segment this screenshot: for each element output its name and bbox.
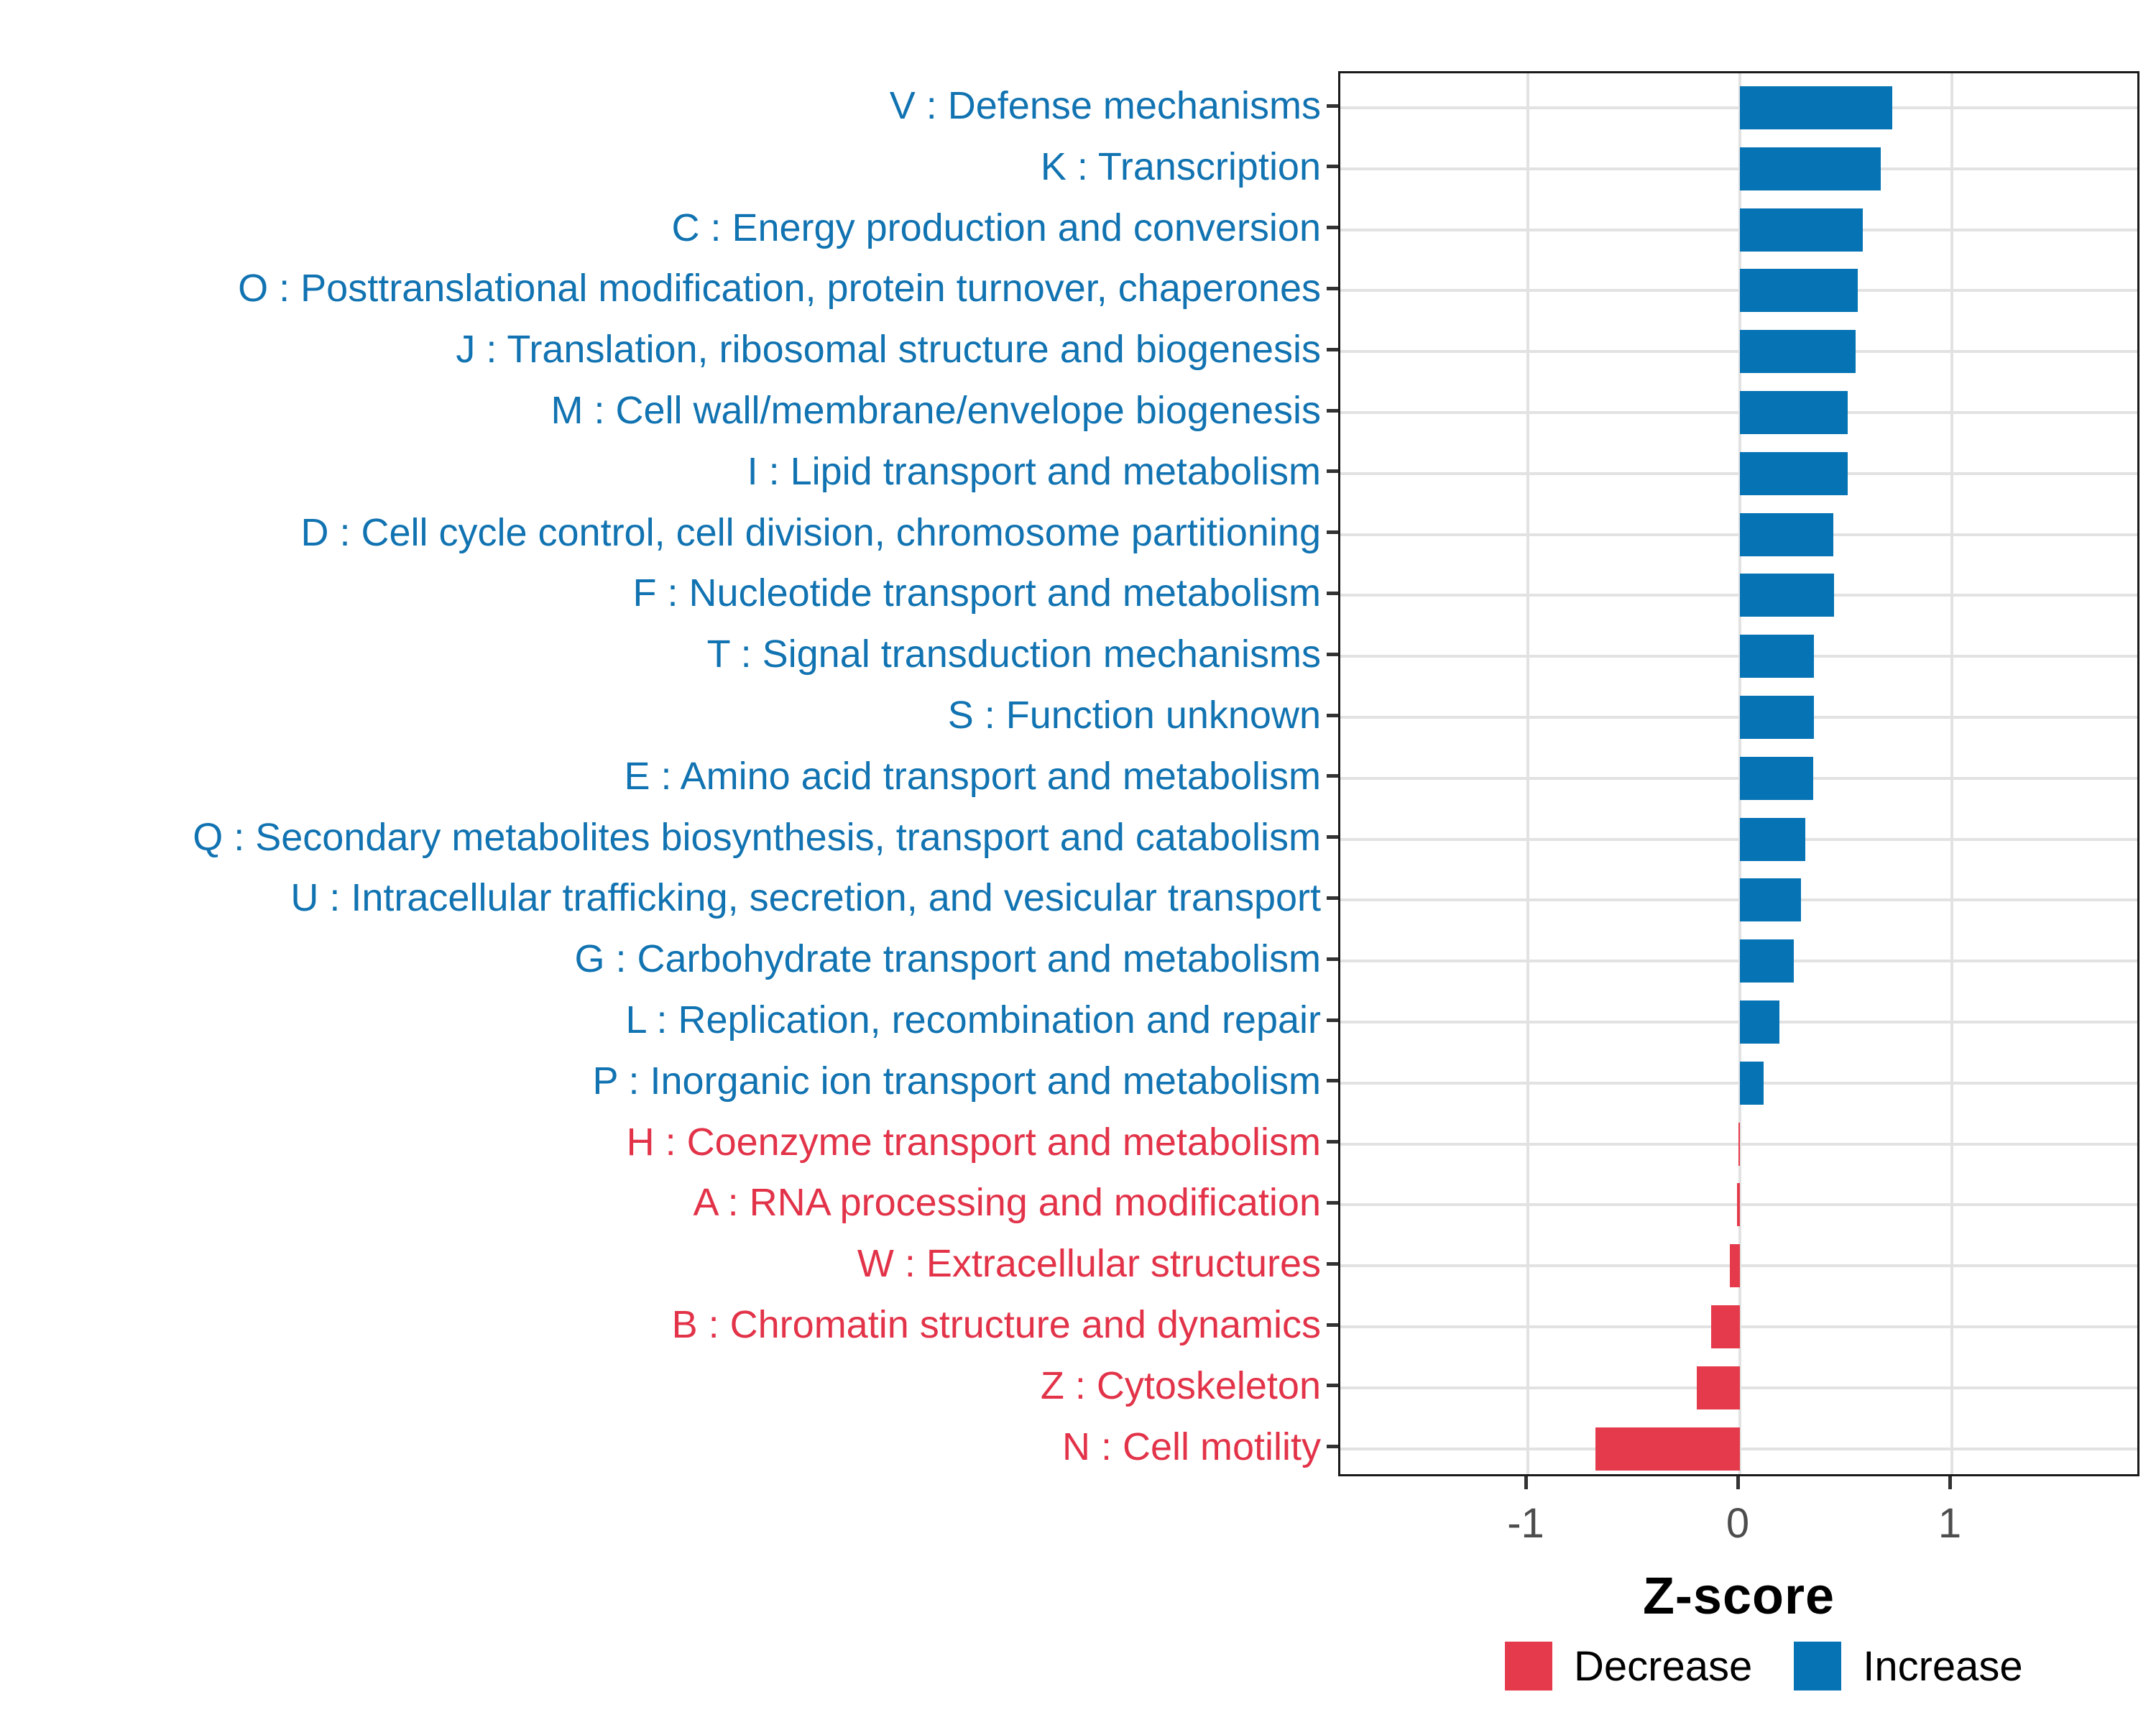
- category-label-Q: Q : Secondary metabolites biosynthesis, transport and catabolism: [193, 815, 1321, 859]
- bar-T: [1740, 635, 1814, 678]
- y-tick-K: [1327, 165, 1338, 168]
- category-label-T: T : Signal transduction mechanisms: [706, 632, 1321, 676]
- category-label-P: P : Inorganic ion transport and metabolism: [592, 1059, 1321, 1103]
- bar-P: [1740, 1062, 1764, 1105]
- y-tick-L: [1327, 1018, 1338, 1022]
- legend-swatch-increase: [1794, 1642, 1841, 1690]
- gridline-row-M: [1340, 411, 2137, 414]
- bar-C: [1740, 208, 1863, 252]
- gridline-row-E: [1340, 777, 2137, 780]
- y-tick-A: [1327, 1201, 1338, 1205]
- bar-K: [1740, 147, 1881, 190]
- gridline-row-Q: [1340, 838, 2137, 841]
- category-label-D: D : Cell cycle control, cell division, chromosome partitioning: [300, 510, 1321, 554]
- y-tick-W: [1327, 1262, 1338, 1266]
- category-label-H: H : Coenzyme transport and metabolism: [626, 1120, 1321, 1164]
- category-label-Z: Z : Cytoskeleton: [1040, 1363, 1321, 1407]
- category-label-O: O : Posttranslational modification, protein turnover, chaperones: [238, 267, 1321, 310]
- category-label-F: F : Nucleotide transport and metabolism: [632, 571, 1321, 615]
- plot-panel: [1338, 71, 2139, 1476]
- x-axis-title: Z-score: [1642, 1568, 1835, 1625]
- bar-J: [1740, 330, 1856, 373]
- category-label-A: A : RNA processing and modification: [693, 1181, 1321, 1225]
- category-label-S: S : Function unknown: [947, 694, 1321, 737]
- bar-I: [1740, 452, 1848, 495]
- category-label-J: J : Translation, ribosomal structure and biogenesis: [456, 328, 1321, 372]
- y-tick-Z: [1327, 1384, 1338, 1387]
- x-tick-1: [1948, 1476, 1952, 1489]
- bar-A: [1737, 1183, 1740, 1226]
- legend-item-decrease: [1505, 1642, 1752, 1690]
- gridline-row-F: [1340, 594, 2137, 597]
- category-label-I: I : Lipid transport and metabolism: [747, 449, 1321, 493]
- gridline-row-I: [1340, 472, 2137, 475]
- bar-V: [1740, 86, 1892, 129]
- y-tick-C: [1327, 226, 1338, 229]
- gridline-row-V: [1340, 106, 2137, 109]
- bar-N: [1595, 1427, 1740, 1471]
- gridline-row-J: [1340, 350, 2137, 353]
- bar-E: [1740, 757, 1813, 800]
- gridline-row-O: [1340, 289, 2137, 292]
- bar-O: [1740, 269, 1858, 312]
- x-tick-label-0: 0: [1726, 1500, 1750, 1547]
- bar-M: [1740, 391, 1848, 434]
- bar-U: [1740, 878, 1801, 921]
- y-tick-N: [1327, 1445, 1338, 1448]
- gridline-row-L: [1340, 1021, 2137, 1024]
- y-tick-P: [1327, 1079, 1338, 1082]
- category-label-B: B : Chromatin structure and dynamics: [671, 1303, 1321, 1346]
- y-tick-G: [1327, 957, 1338, 961]
- gridline-row-D: [1340, 533, 2137, 536]
- legend-label-decrease: Decrease: [1574, 1642, 1753, 1690]
- category-label-V: V : Defense mechanisms: [889, 84, 1321, 127]
- bar-Z: [1697, 1366, 1740, 1409]
- x-tick-label-1: 1: [1938, 1500, 1962, 1547]
- category-label-C: C : Energy production and conversion: [671, 206, 1321, 249]
- category-label-W: W : Extracellular structures: [857, 1242, 1321, 1286]
- y-tick-V: [1327, 104, 1338, 108]
- y-tick-H: [1327, 1140, 1338, 1144]
- bar-F: [1740, 574, 1834, 617]
- category-label-G: G : Carbohydrate transport and metabolism: [574, 937, 1321, 981]
- legend-label-increase: Increase: [1863, 1642, 2023, 1690]
- legend-swatch-decrease: [1505, 1642, 1552, 1690]
- gridline-row-S: [1340, 716, 2137, 719]
- gridline-row-U: [1340, 898, 2137, 901]
- category-label-K: K : Transcription: [1040, 144, 1321, 188]
- y-tick-F: [1327, 592, 1338, 595]
- bar-H: [1738, 1123, 1740, 1166]
- bar-S: [1740, 696, 1814, 739]
- gridline-row-P: [1340, 1082, 2137, 1085]
- x-tick-0: [1736, 1476, 1740, 1489]
- bar-D: [1740, 513, 1833, 556]
- y-tick-B: [1327, 1323, 1338, 1327]
- category-label-L: L : Replication, recombination and repair: [625, 998, 1321, 1041]
- y-tick-E: [1327, 774, 1338, 778]
- gridline-row-G: [1340, 960, 2137, 962]
- y-tick-U: [1327, 896, 1338, 900]
- y-tick-T: [1327, 653, 1338, 656]
- legend: [1505, 1642, 2065, 1690]
- legend-item-increase: [1794, 1642, 2022, 1690]
- y-tick-M: [1327, 409, 1338, 413]
- category-label-U: U : Intracellular trafficking, secretion, and vesicular transport: [290, 876, 1321, 920]
- bar-Q: [1740, 818, 1805, 861]
- bar-B: [1711, 1305, 1740, 1348]
- gridline-row-C: [1340, 229, 2137, 231]
- y-tick-D: [1327, 530, 1338, 534]
- bar-L: [1740, 1000, 1779, 1044]
- category-label-M: M : Cell wall/membrane/envelope biogenesis: [550, 389, 1321, 432]
- y-tick-Q: [1327, 835, 1338, 839]
- bar-G: [1740, 939, 1794, 983]
- x-tick--1: [1524, 1476, 1528, 1489]
- x-tick-label--1: -1: [1507, 1500, 1544, 1547]
- y-tick-O: [1327, 287, 1338, 290]
- category-label-E: E : Amino acid transport and metabolism: [624, 754, 1321, 798]
- gridline-row-T: [1340, 655, 2137, 658]
- y-tick-S: [1327, 714, 1338, 717]
- bar-W: [1730, 1244, 1740, 1287]
- gridline-row-K: [1340, 167, 2137, 170]
- y-tick-J: [1327, 348, 1338, 351]
- category-label-N: N : Cell motility: [1061, 1425, 1321, 1468]
- y-tick-I: [1327, 469, 1338, 473]
